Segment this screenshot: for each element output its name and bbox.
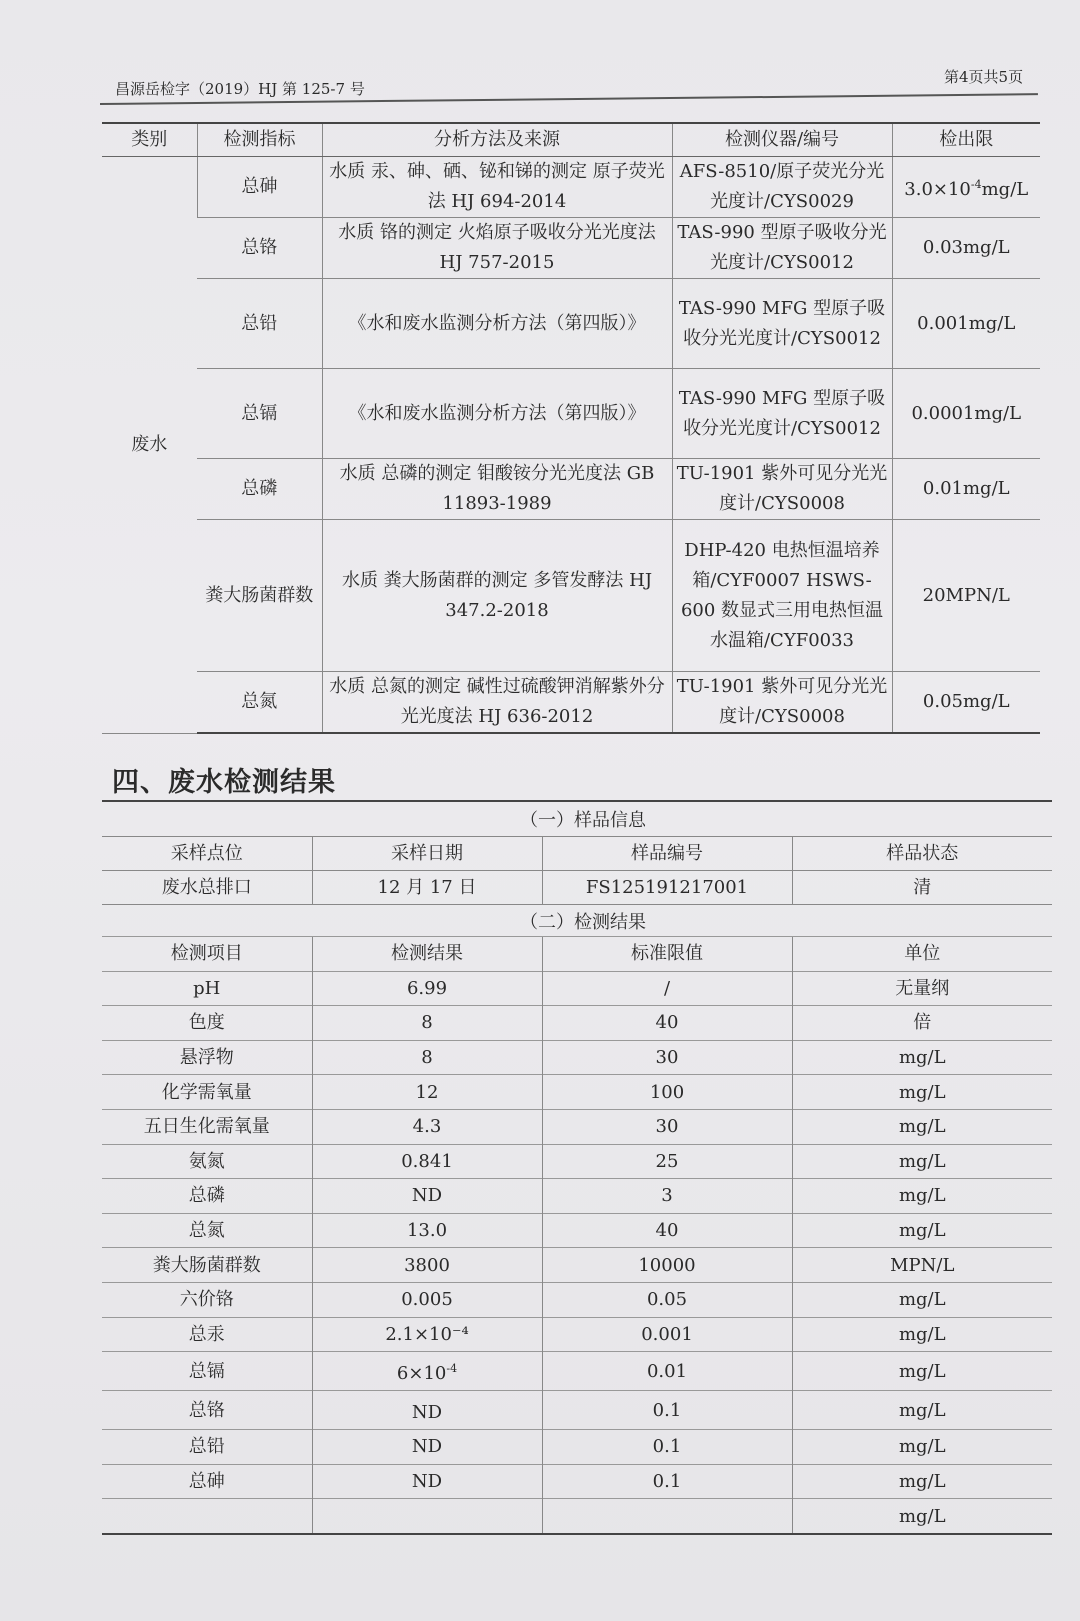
item-cell: 氨氮 [102, 1144, 312, 1179]
table-row [102, 1352, 1052, 1391]
indicator-cell: 粪大肠菌群数 [197, 520, 322, 672]
table-row [102, 218, 1040, 279]
item-cell: 总铅 [102, 1430, 312, 1465]
limit-cell: 20MPN/L [892, 520, 1040, 672]
unit-cell: mg/L [792, 1499, 1052, 1534]
methods-header-row [102, 123, 1040, 157]
result-cell: 0.005 [312, 1282, 542, 1317]
col-sampling-point: 采样点位 [102, 837, 312, 871]
table-row [102, 1179, 1052, 1214]
item-cell: 总铬 [102, 1391, 312, 1430]
item-cell: 总砷 [102, 1464, 312, 1499]
instrument-cell: TU-1901 紫外可见分光光度计/CYS0008 [672, 672, 892, 734]
method-cell: 《水和废水监测分析方法（第四版）》 [322, 369, 672, 459]
item-cell: 总磷 [102, 1179, 312, 1214]
unit-cell: mg/L [792, 1213, 1052, 1248]
table-row [102, 1499, 1052, 1534]
indicator-cell: 总镉 [197, 369, 322, 459]
result-cell: 13.0 [312, 1213, 542, 1248]
limit-cell: 10000 [542, 1248, 792, 1283]
result-cell: ND [312, 1464, 542, 1499]
table-row [102, 1075, 1052, 1110]
indicator-cell: 总铅 [197, 279, 322, 369]
item-cell: 化学需氧量 [102, 1075, 312, 1110]
instrument-cell: AFS-8510/原子荧光分光光度计/CYS0029 [672, 157, 892, 218]
sample-info-caption: （一）样品信息 [520, 810, 646, 831]
item-cell: 粪大肠菌群数 [102, 1248, 312, 1283]
result-cell: ND [312, 1430, 542, 1465]
instrument-cell: TAS-990 MFG 型原子吸收分光光度计/CYS0012 [672, 279, 892, 369]
sample-state-value: 清 [792, 871, 1052, 905]
item-cell: 悬浮物 [102, 1040, 312, 1075]
limit-cell: 40 [542, 1006, 792, 1041]
instrument-cell: TU-1901 紫外可见分光光度计/CYS0008 [672, 459, 892, 520]
table-row [102, 1282, 1052, 1317]
unit-cell: mg/L [792, 1282, 1052, 1317]
unit-cell: mg/L [792, 1464, 1052, 1499]
section-title: 四、废水检测结果 [112, 767, 336, 798]
method-cell: 《水和废水监测分析方法（第四版）》 [322, 279, 672, 369]
unit-cell: mg/L [792, 1179, 1052, 1214]
col-limit: 标准限值 [542, 937, 792, 972]
result-cell: 8 [312, 1040, 542, 1075]
method-cell: 水质 粪大肠菌群的测定 多管发酵法 HJ 347.2-2018 [322, 520, 672, 672]
unit-cell: mg/L [792, 1430, 1052, 1465]
page-indicator: 第4页共5页 [944, 68, 1024, 86]
result-cell: ND [312, 1391, 542, 1430]
result-cell: 6.99 [312, 971, 542, 1006]
table-row [102, 1109, 1052, 1144]
limit-cell: 0.0001mg/L [892, 369, 1040, 459]
unit-cell: mg/L [792, 1352, 1052, 1391]
item-cell: 总氮 [102, 1213, 312, 1248]
table-row [102, 1464, 1052, 1499]
unit-cell: MPN/L [792, 1248, 1052, 1283]
col-sampling-date: 采样日期 [312, 837, 542, 871]
sample-info-header-row [102, 837, 1052, 871]
section-rule [102, 800, 1052, 802]
col-item: 检测项目 [102, 937, 312, 972]
result-cell: 12 [312, 1075, 542, 1110]
limit-cell: 40 [542, 1213, 792, 1248]
limit-cell: 100 [542, 1075, 792, 1110]
table-row [102, 1040, 1052, 1075]
limit-cell: 0.1 [542, 1391, 792, 1430]
indicator-cell: 总砷 [197, 157, 322, 218]
result-cell: 0.841 [312, 1144, 542, 1179]
unit-cell: mg/L [792, 1144, 1052, 1179]
table-row [102, 672, 1040, 734]
method-cell: 水质 汞、砷、硒、铋和锑的测定 原子荧光法 HJ 694-2014 [322, 157, 672, 218]
item-cell: 五日生化需氧量 [102, 1109, 312, 1144]
results-caption: （二）检测结果 [520, 912, 646, 933]
item-cell: 总镉 [102, 1352, 312, 1391]
method-cell: 水质 铬的测定 火焰原子吸收分光光度法 HJ 757-2015 [322, 218, 672, 279]
results-table [102, 936, 1052, 1535]
unit-cell: mg/L [792, 1075, 1052, 1110]
result-cell: 3800 [312, 1248, 542, 1283]
result-cell [312, 1499, 542, 1534]
unit-cell: 倍 [792, 1006, 1052, 1041]
result-cell: ND [312, 1179, 542, 1214]
unit-cell: mg/L [792, 1391, 1052, 1430]
table-row [102, 369, 1040, 459]
table-row [102, 279, 1040, 369]
table-row [102, 1006, 1052, 1041]
col-unit: 单位 [792, 937, 1052, 972]
col-detection-limit: 检出限 [892, 123, 1040, 157]
sample-id-value: FS125191217001 [542, 871, 792, 905]
limit-cell: 0.03mg/L [892, 218, 1040, 279]
limit-cell: 0.01mg/L [892, 459, 1040, 520]
result-cell: 8 [312, 1006, 542, 1041]
result-cell: $6\times 10^{-4}$ [312, 1352, 542, 1391]
limit-cell: 0.05mg/L [892, 672, 1040, 734]
unit-cell: 无量纲 [792, 971, 1052, 1006]
table-row [102, 520, 1040, 672]
sampling-date-value: 12 月 17 日 [312, 871, 542, 905]
limit-cell: 0.05 [542, 1282, 792, 1317]
table-row [102, 1144, 1052, 1179]
item-cell: pH [102, 971, 312, 1006]
table-row [102, 1213, 1052, 1248]
table-row [102, 1317, 1052, 1352]
table-row [102, 459, 1040, 520]
instrument-cell: TAS-990 MFG 型原子吸收分光光度计/CYS0012 [672, 369, 892, 459]
col-category: 类别 [102, 123, 197, 157]
table-row [102, 1430, 1052, 1465]
col-result: 检测结果 [312, 937, 542, 972]
sampling-point-value: 废水总排口 [102, 871, 312, 905]
table-row [102, 1248, 1052, 1283]
results-header-row [102, 937, 1052, 972]
col-indicator: 检测指标 [197, 123, 322, 157]
limit-cell: 0.001 [542, 1317, 792, 1352]
limit-cell: / [542, 971, 792, 1006]
indicator-cell: 总氮 [197, 672, 322, 734]
method-cell: 水质 总氮的测定 碱性过硫酸钾消解紫外分光光度法 HJ 636-2012 [322, 672, 672, 734]
col-instrument: 检测仪器/编号 [672, 123, 892, 157]
limit-cell: 30 [542, 1109, 792, 1144]
limit-cell: 0.001mg/L [892, 279, 1040, 369]
result-cell: 4.3 [312, 1109, 542, 1144]
instrument-cell: TAS-990 型原子吸收分光光度计/CYS0012 [672, 218, 892, 279]
sample-info-row [102, 871, 1052, 905]
result-cell: 2.1×10⁻⁴ [312, 1317, 542, 1352]
item-cell: 总汞 [102, 1317, 312, 1352]
limit-cell: 0.1 [542, 1464, 792, 1499]
instrument-cell: DHP-420 电热恒温培养箱/CYF0007 HSWS-600 数显式三用电热恒温水温箱/CYF0033 [672, 520, 892, 672]
table-row [102, 1391, 1052, 1430]
col-sample-id: 样品编号 [542, 837, 792, 871]
limit-cell: 0.1 [542, 1430, 792, 1465]
indicator-cell: 总磷 [197, 459, 322, 520]
limit-cell [542, 1499, 792, 1534]
item-cell: 六价铬 [102, 1282, 312, 1317]
limit-cell: 30 [542, 1040, 792, 1075]
limit-cell: 25 [542, 1144, 792, 1179]
table-row [102, 157, 1040, 218]
category-cell: 废水 [102, 157, 197, 734]
methods-table [102, 122, 1040, 734]
unit-cell: mg/L [792, 1040, 1052, 1075]
unit-cell: mg/L [792, 1317, 1052, 1352]
limit-cell: 3 [542, 1179, 792, 1214]
item-cell [102, 1499, 312, 1534]
limit-cell: 0.01 [542, 1352, 792, 1391]
method-cell: 水质 总磷的测定 钼酸铵分光光度法 GB 11893-1989 [322, 459, 672, 520]
limit-cell: $3.0\times 10^{-4}mg/L$ [892, 157, 1040, 218]
item-cell: 色度 [102, 1006, 312, 1041]
indicator-cell: 总铬 [197, 218, 322, 279]
unit-cell: mg/L [792, 1109, 1052, 1144]
col-method: 分析方法及来源 [322, 123, 672, 157]
col-sample-state: 样品状态 [792, 837, 1052, 871]
table-row [102, 971, 1052, 1006]
sample-info-table [102, 836, 1052, 905]
report-number: 昌源岳检字（2019）HJ 第 125-7 号 [115, 80, 365, 98]
